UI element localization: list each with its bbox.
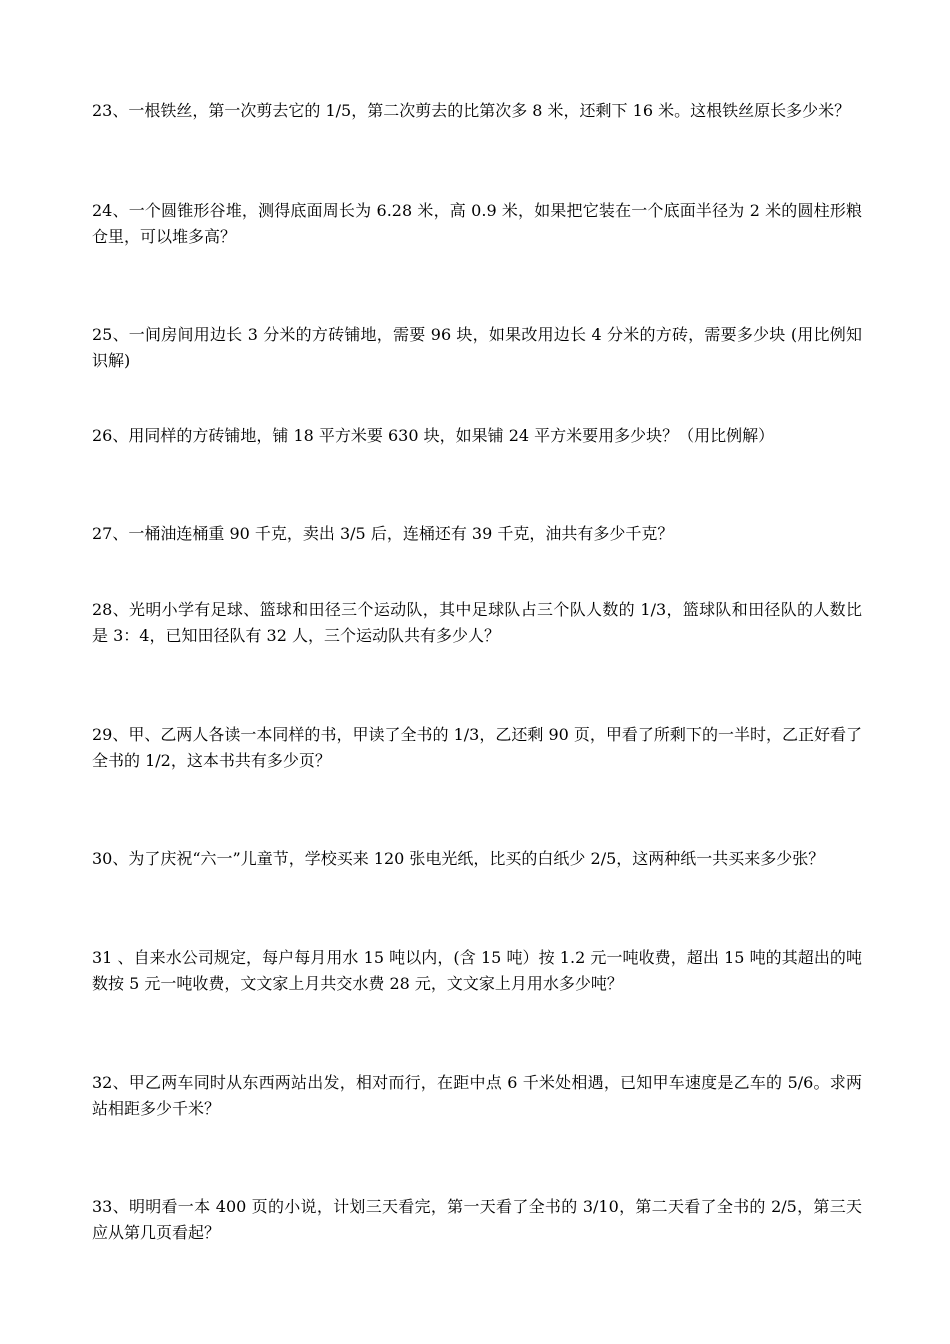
problem-25: 25、一间房间用边长 3 分米的方砖铺地，需要 96 块，如果改用边长 4 分米的方砖，需要多少块 (用比例知识解) [92,325,862,370]
problem-30: 30、为了庆祝“六一”儿童节，学校买来 120 张电光纸，比买的白纸少 2/5，这两种纸一共买来多少张？ [92,849,825,868]
problem-32: 32、甲乙两车同时从东西两站出发，相对而行，在距中点 6 千米处相遇，已知甲车速度是乙车的 5/6。求两站相距多少千米？ [92,1073,862,1118]
problem-27: 27、一桶油连桶重 90 千克，卖出 3/5 后，连桶还有 39 千克，油共有多少千克？ [92,524,674,543]
problem-29: 29、甲、乙两人各读一本同样的书，甲读了全书的 1/3，乙还剩 90 页，甲看了所剩下的一半时，乙正好看了全书的 1/2，这本书共有多少页？ [92,725,862,770]
problem-33: 33、明明看一本 400 页的小说，计划三天看完，第一天看了全书的 3/10，第二天看了全书的 2/5，第三天应从第几页看起？ [92,1197,862,1242]
problem-31: 31 、自来水公司规定，每户每月用水 15 吨以内，(含 15 吨）按 1.2 元一吨收费，超出 15 吨的其超出的吨数按 5 元一吨收费，文文家上月共交水费 28 元，文文家上月用水多少吨？ [92,948,862,993]
problem-28: 28、光明小学有足球、篮球和田径三个运动队，其中足球队占三个队人数的 1/3，篮球队和田径队的人数比是 3：4，已知田径队有 32 人，三个运动队共有多少人？ [92,600,862,645]
problem-23: 23、一根铁丝，第一次剪去它的 1/5，第二次剪去的比第次多 8 米，还剩下 16 米。这根铁丝原长多少米？ [92,101,851,120]
problem-24: 24、一个圆锥形谷堆，测得底面周长为 6.28 米，高 0.9 米，如果把它装在一个底面半径为 2 米的圆柱形粮仓里，可以堆多高？ [92,201,862,246]
problem-26: 26、用同样的方砖铺地，铺 18 平方米要 630 块，如果铺 24 平方米要用多少块？（用比例解） [92,426,775,445]
